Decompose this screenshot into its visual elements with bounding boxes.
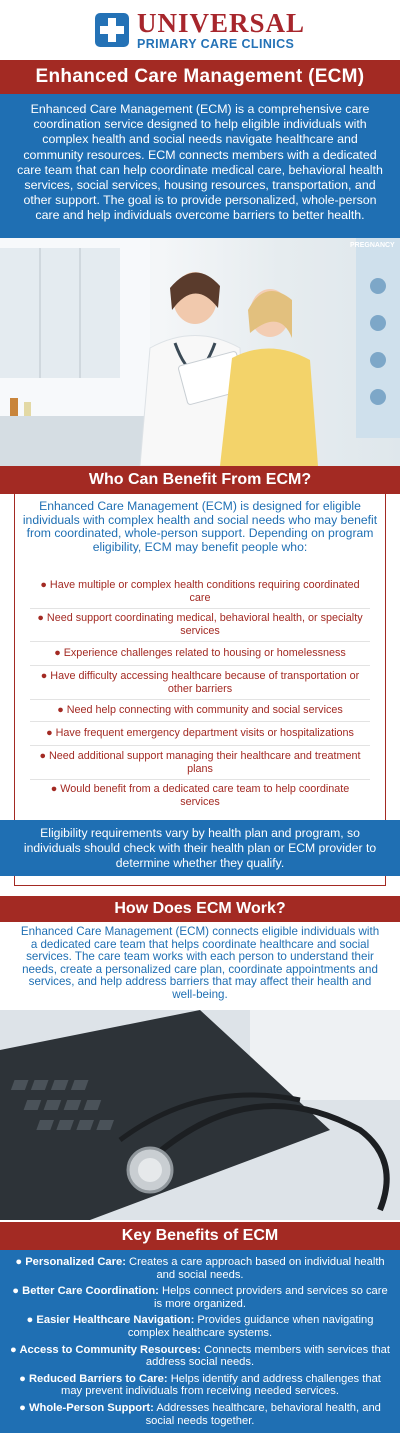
intro-paragraph: Enhanced Care Management (ECM) is a comprehensive care coordination service designed to help eligible individuals with complex health and social needs navigate healthcare and community resources. ECM connects members with a dedicated care team that can help coordinate medical care, behavioral health services, social services, housing resources, transportation, and other support. The goal is to provide personalized, whole-person care and help individuals overcome barriers to better health. (0, 94, 400, 238)
list-item: ● Need help connecting with community and social services (30, 700, 370, 722)
list-item: ● Have multiple or complex health conditions requiring coordinated care (30, 576, 370, 609)
benefit-text: Connects members with services that address social needs. (145, 1343, 391, 1369)
key-benefits-heading: Key Benefits of ECM (0, 1222, 400, 1250)
list-item: ● Would benefit from a dedicated care team to help coordinate services (50, 783, 350, 808)
benefit-label: ● Better Care Coordination: (12, 1285, 159, 1298)
benefit-label: ● Reduced Barriers to Care: (19, 1372, 168, 1385)
medical-cross-icon (95, 13, 129, 47)
how-works-heading: How Does ECM Work? (0, 896, 400, 922)
benefit-text: Helps connect providers and services so care is more organized. (153, 1285, 388, 1310)
brand-header (0, 0, 400, 60)
list-item: ● Have frequent emergency department visits or hospitalizations (30, 722, 370, 746)
who-benefit-intro: Enhanced Care Management (ECM) is designed for eligible individuals with complex health and social needs who may benefit from coordinated, whole-person support. Depending on program eligibility, ECM may benefit people who: (22, 499, 378, 554)
brand-logo (136, 7, 306, 51)
list-item (10, 1256, 390, 1281)
benefit-text: Helps identify and address challenges that may prevent individuals from receiving needed services. (61, 1372, 381, 1398)
list-item (10, 1373, 390, 1398)
benefit-text: Addresses healthcare, behavioral health, and social needs together. (145, 1401, 381, 1427)
list-item: ● Need additional support managing their healthcare and treatment plans (30, 746, 370, 780)
list-item: ● Have difficulty accessing healthcare because of transportation or other barriers (30, 666, 370, 700)
benefit-text: Provides guidance when navigating complex healthcare systems. (127, 1314, 374, 1339)
list-item (10, 1314, 390, 1339)
key-benefits-list (0, 1250, 400, 1433)
benefit-label: ● Whole-Person Support: (19, 1401, 154, 1414)
benefit-text: Creates a care approach based on individual health and social needs. (125, 1256, 385, 1281)
photo-sign-text: PREGNANCY (350, 242, 395, 249)
list-item (10, 1285, 390, 1310)
who-benefit-heading: Who Can Benefit From ECM? (0, 466, 400, 494)
doctor-patient-photo (0, 238, 400, 466)
benefit-label: ● Personalized Care: (15, 1256, 126, 1268)
eligibility-note: Eligibility requirements vary by health plan and program, so individuals should check with their health plan or ECM provider to determine whether they qualify. (0, 820, 400, 876)
list-item (10, 1344, 390, 1369)
brand-tagline: PRIMARY CARE CLINICS (136, 36, 295, 51)
list-item (10, 1402, 390, 1427)
laptop-stethoscope-photo (0, 1010, 400, 1220)
brand-name: UNIVERSAL (136, 7, 306, 38)
list-item: ● Experience challenges related to housing or homelessness (30, 642, 370, 666)
benefit-label: ● Easier Healthcare Navigation: (26, 1314, 195, 1327)
who-benefit-list (30, 576, 370, 812)
page-title: Enhanced Care Management (ECM) (0, 60, 400, 94)
doctor-patient-illustration (0, 238, 400, 466)
list-item: ● Need support coordinating medical, behavioral health, or specialty services (30, 609, 370, 642)
laptop-stethoscope-illustration (0, 1010, 400, 1220)
how-works-text: Enhanced Care Management (ECM) connects eligible individuals with a dedicated care team that helps coordinate healthcare and social services. The care team works with each person to understand their needs, create a personalized care plan, coordinate appointments and services, and help address barriers that may affect their health and well-being. (20, 925, 380, 1001)
benefit-label: ● Access to Community Resources: (10, 1343, 201, 1356)
